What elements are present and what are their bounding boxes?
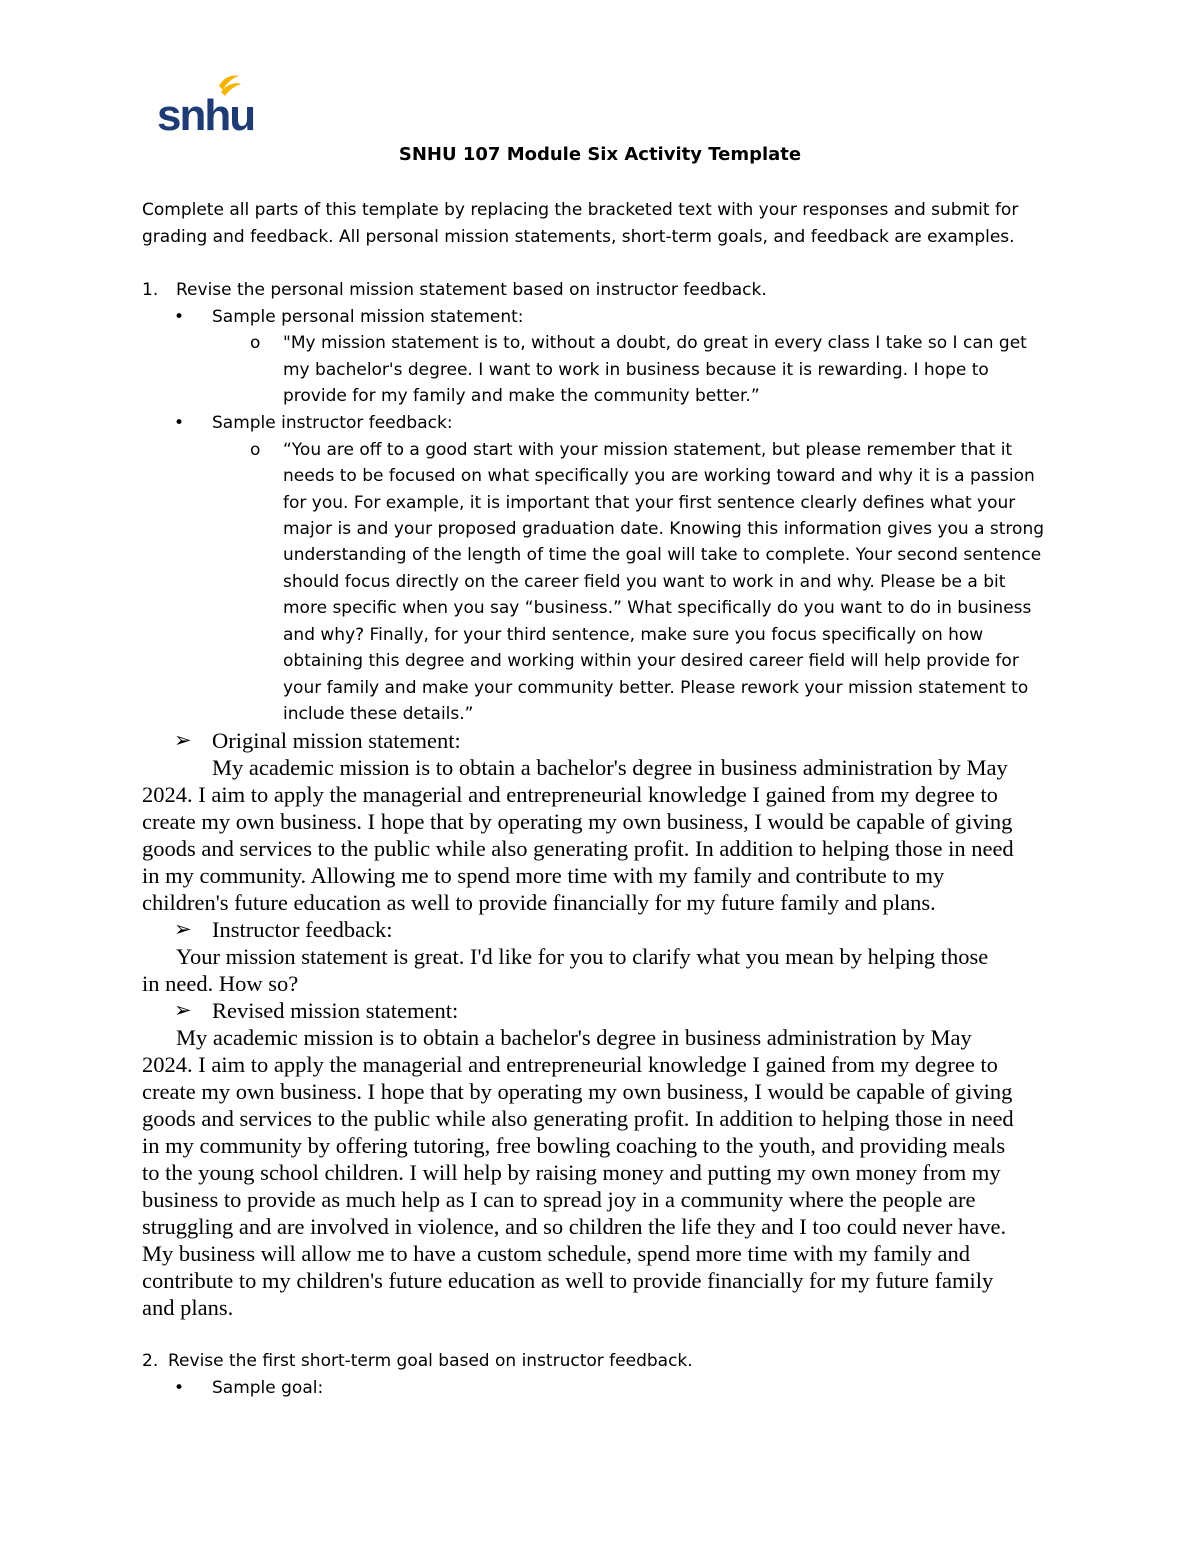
sample-goal-label: Sample goal: [212, 1378, 324, 1398]
revised-mission-line: contribute to my children's future education as well to provide financially for my future family [142, 1268, 994, 1293]
section1-heading: Revise the personal mission statement based on instructor feedback. [176, 280, 767, 300]
original-mission-line: My academic mission is to obtain a bachelor's degree in business administration by May [212, 755, 1008, 780]
revised-mission-line: create my own business. I hope that by operating my own business, I would be capable of giving [142, 1079, 1013, 1104]
revised-mission-line: business to provide as much help as I can to spread joy in a community where the people are [142, 1187, 976, 1212]
sample-feedback-line: needs to be focused on what specifically you are working toward and why it is a passion [283, 466, 1035, 486]
original-mission-line: goods and services to the public while also generating profit. In addition to helping those in need [142, 836, 1014, 861]
revised-mission-line: My business will allow me to have a custom schedule, spend more time with my family and [142, 1241, 970, 1266]
section1-number: 1. [142, 280, 159, 300]
revised-mission-line: My academic mission is to obtain a bachelor's degree in business administration by May [176, 1025, 972, 1050]
sample-feedback-line: “You are off to a good start with your mission statement, but please remember that it [283, 440, 1013, 460]
revised-mission-line: 2024. I aim to apply the managerial and entrepreneurial knowledge I gained from my degree to [142, 1052, 998, 1077]
sample-feedback-line: should focus directly on the career field you want to work in and why. Please be a bit [283, 572, 1006, 592]
sample-feedback-line: and why? Finally, for your third sentence, make sure you focus specifically on how [283, 625, 984, 645]
revised-mission-label: Revised mission statement: [212, 998, 459, 1023]
bullet-icon: • [174, 1378, 185, 1398]
instructor-feedback-label: Instructor feedback: [212, 917, 393, 942]
bullet-icon: • [174, 307, 185, 327]
sample-feedback-line: major is and your proposed graduation date. Knowing this information gives you a strong [283, 519, 1045, 539]
sample-feedback-line: include these details.” [283, 704, 474, 724]
intro-line: Complete all parts of this template by replacing the bracketed text with your responses and submit for [142, 200, 1019, 220]
intro-line: grading and feedback. All personal mission statements, short-term goals, and feedback are examples. [142, 227, 1015, 247]
sample-mission-line: "My mission statement is to, without a doubt, do great in every class I take so I can get [283, 333, 1027, 353]
snhu-logo [157, 72, 255, 140]
revised-mission-line: struggling and are involved in violence, and so children the life they and I too could never have. [142, 1214, 1007, 1239]
bullet-icon: • [174, 413, 185, 433]
instructor-feedback-line: Your mission statement is great. I'd like for you to clarify what you mean by helping those [176, 944, 989, 969]
original-mission-line: children's future education as well to provide financially for my future family and plans. [142, 890, 936, 915]
sample-feedback-line: more specific when you say “business.” What specifically do you want to do in business [283, 598, 1032, 618]
revised-mission-line: in my community by offering tutoring, free bowling coaching to the youth, and providing meals [142, 1133, 1006, 1158]
sample-feedback-line: for you. For example, it is important that your first sentence clearly defines what your [283, 493, 1016, 513]
section2-heading: Revise the first short-term goal based on instructor feedback. [168, 1351, 693, 1371]
page-title: SNHU 107 Module Six Activity Template [398, 144, 802, 165]
sample-feedback-line: your family and make your community better. Please rework your mission statement to [283, 678, 1029, 698]
revised-mission-line: to the young school children. I will help by raising money and putting my own money from my [142, 1160, 1001, 1185]
original-mission-line: in my community. Allowing me to spend more time with my family and contribute to my [142, 863, 945, 888]
sample-feedback-label: Sample instructor feedback: [212, 413, 453, 433]
subbullet-icon: o [250, 440, 261, 460]
sample-mission-line: my bachelor's degree. I want to work in business because it is rewarding. I hope to [283, 360, 989, 380]
original-mission-line: 2024. I aim to apply the managerial and entrepreneurial knowledge I gained from my degree to [142, 782, 998, 807]
sample-mission-line: provide for my family and make the community better.” [283, 386, 760, 406]
subbullet-icon: o [250, 333, 261, 353]
logo-wordmark: snhu [157, 91, 255, 140]
revised-mission-line: and plans. [142, 1295, 234, 1320]
revised-mission-line: goods and services to the public while also generating profit. In addition to helping those in need [142, 1106, 1014, 1131]
arrow-bullet-icon: ➢ [174, 917, 192, 941]
arrow-bullet-icon: ➢ [174, 728, 192, 752]
instructor-feedback-line: in need. How so? [142, 971, 299, 996]
sample-feedback-line: understanding of the length of time the goal will take to complete. Your second sentence [283, 545, 1042, 565]
sample-feedback-line: obtaining this degree and working within your desired career field will help provide for [283, 651, 1019, 671]
section2-number: 2. [142, 1351, 159, 1371]
sample-mission-label: Sample personal mission statement: [212, 307, 524, 327]
arrow-bullet-icon: ➢ [174, 998, 192, 1022]
original-mission-label: Original mission statement: [212, 728, 461, 753]
original-mission-line: create my own business. I hope that by operating my own business, I would be capable of giving [142, 809, 1013, 834]
